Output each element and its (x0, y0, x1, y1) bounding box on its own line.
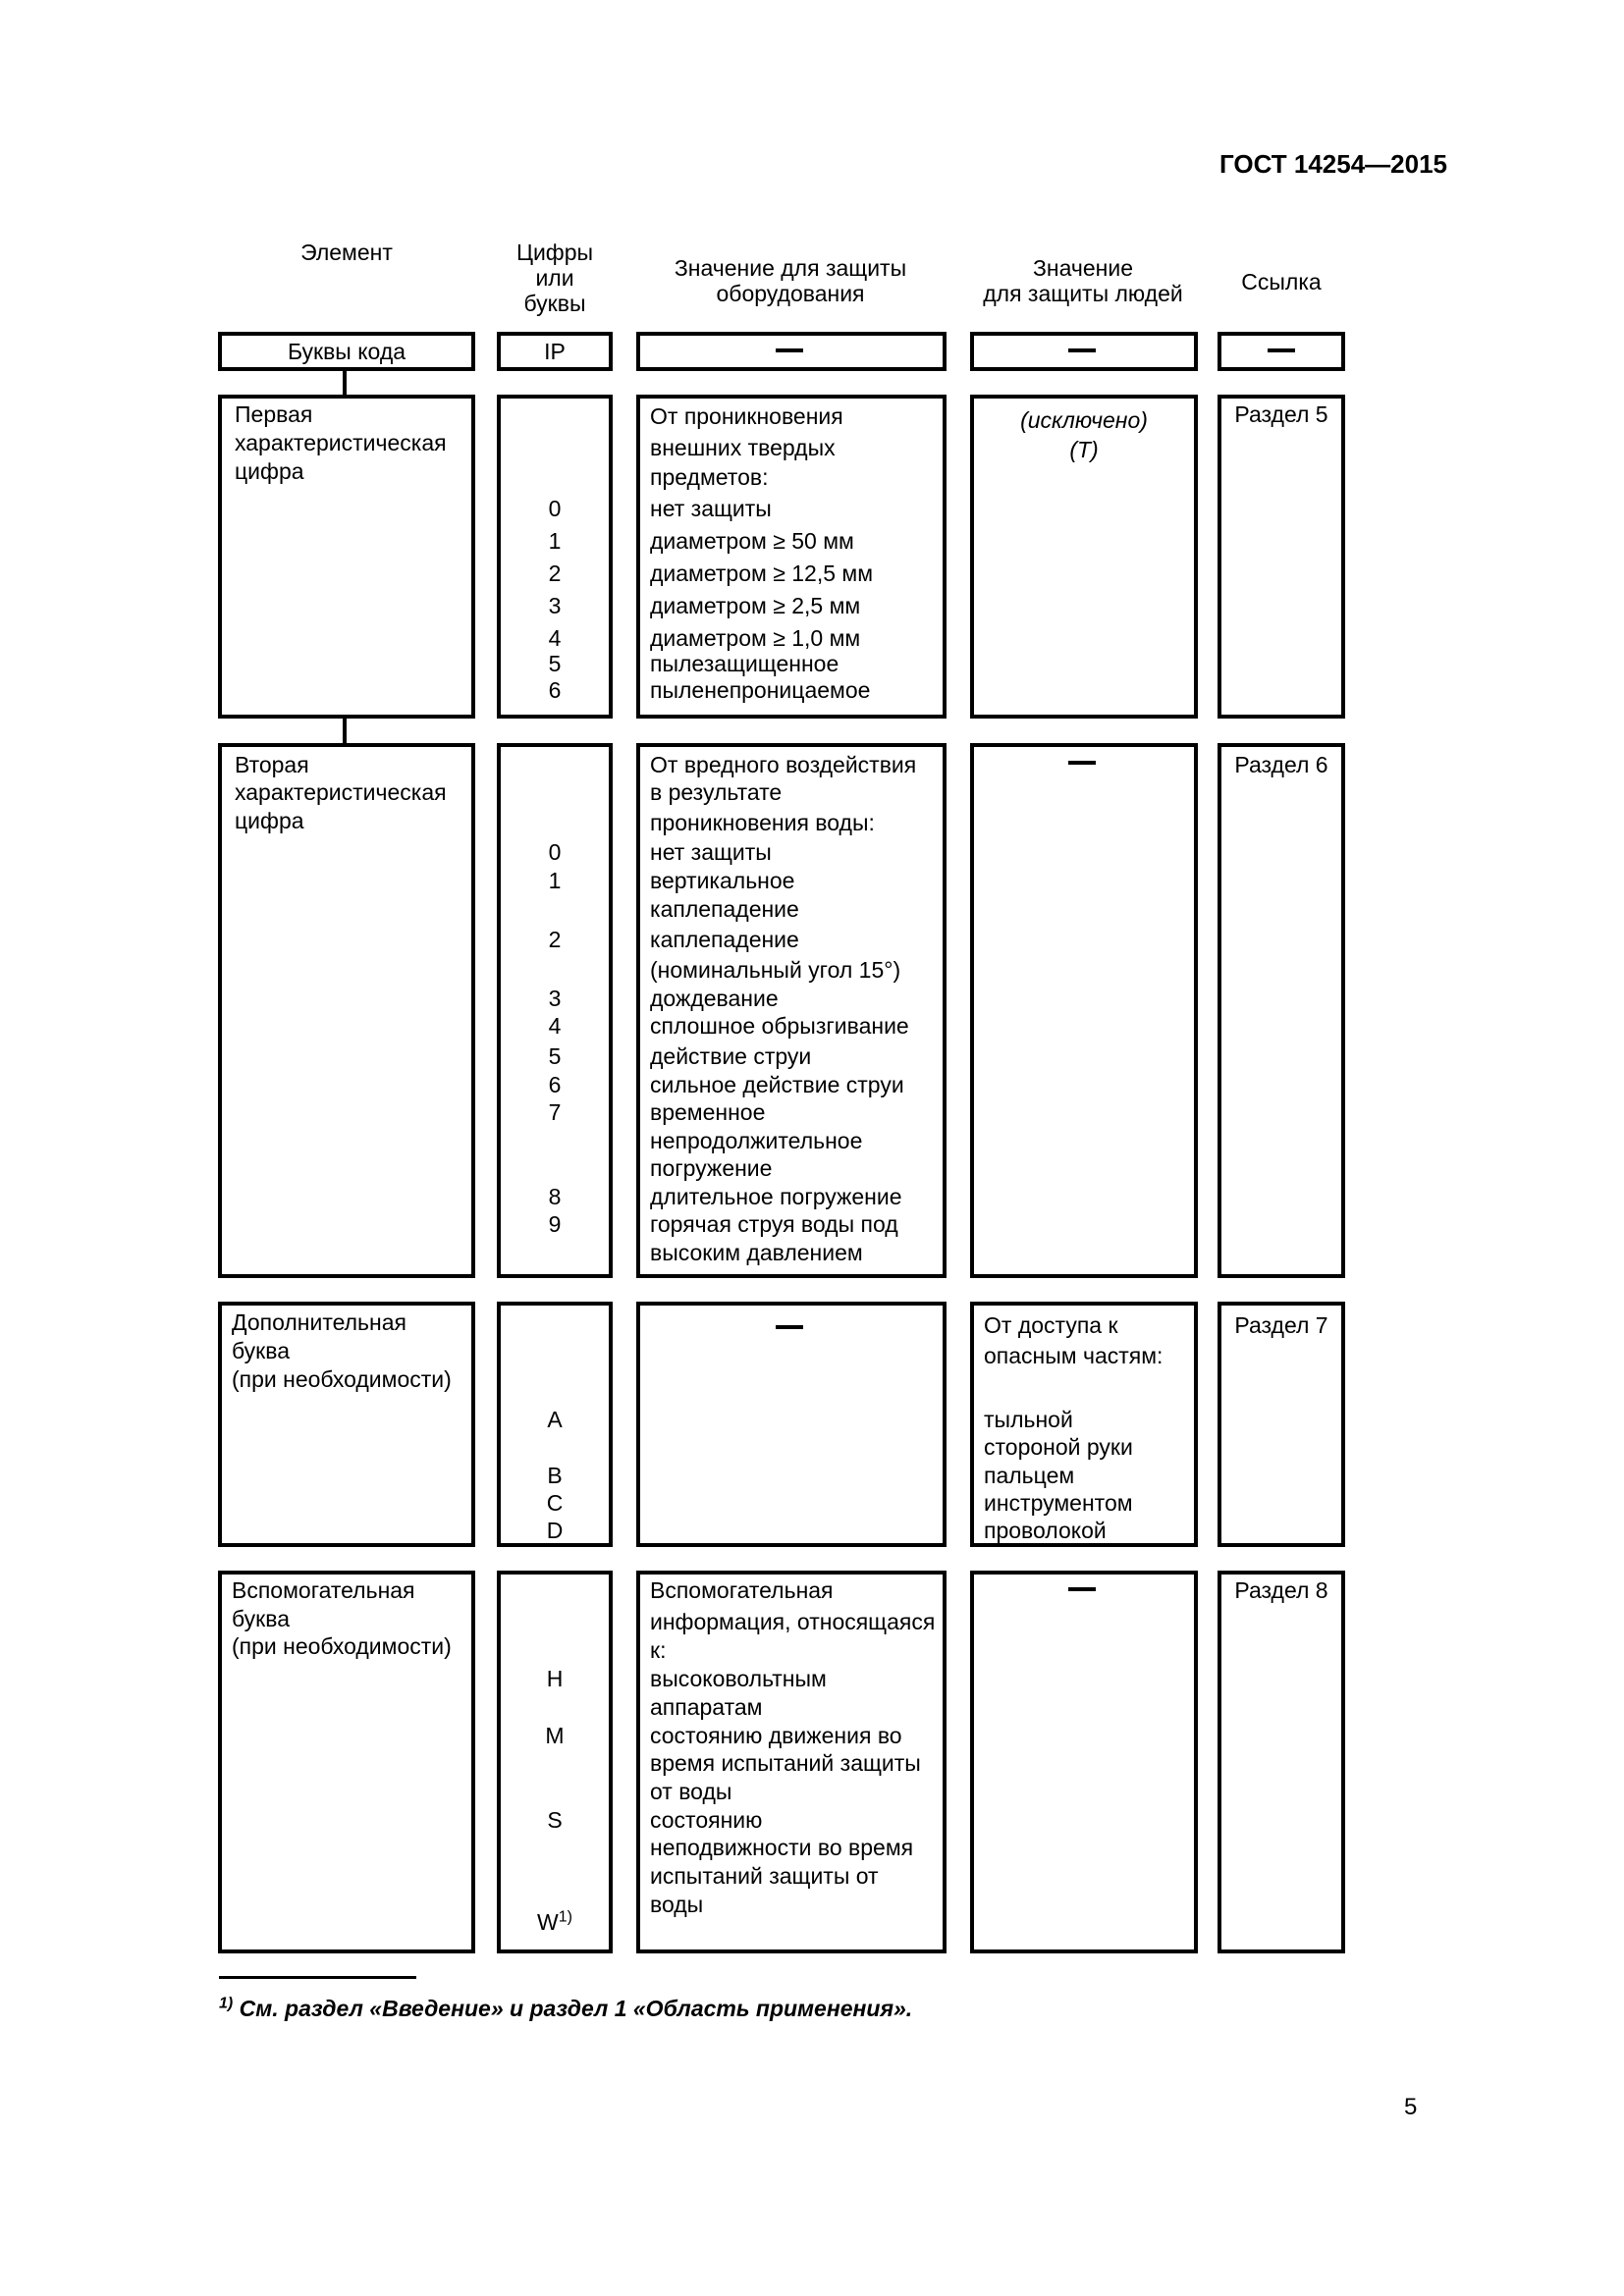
footnote-separator (219, 1976, 416, 1979)
dash-mark (776, 348, 803, 352)
page-number: 5 (1404, 2094, 1418, 2120)
footnote (219, 1994, 912, 2023)
connector-line (343, 371, 347, 396)
code-element-label: Буквы кода (287, 339, 406, 364)
code-value: 0 (548, 839, 562, 865)
supplementary-letter-equipment-box (636, 1571, 947, 1953)
element-line: Первая (235, 401, 313, 427)
supplementary-letter-people-box (970, 1571, 1198, 1953)
connector-line (343, 718, 347, 744)
equipment-line: Вспомогательная (650, 1577, 834, 1603)
header-equipment-line: оборудования (716, 281, 865, 306)
dash-mark (776, 1325, 803, 1329)
equipment-line: аппаратам (650, 1694, 763, 1720)
second-digit-element-box (218, 743, 475, 1278)
code-element-box (218, 332, 475, 371)
supplementary-letter-reference-box (1218, 1571, 1345, 1953)
equipment-line: диаметром ≥ 50 мм (650, 528, 854, 554)
footnote-marker: 1) (558, 1908, 572, 1926)
equipment-line: каплепадение (650, 927, 799, 952)
first-digit-reference-box (1218, 395, 1345, 719)
equipment-line: каплепадение (650, 896, 799, 922)
element-line: (при необходимости) (232, 1633, 452, 1659)
code-value: D (546, 1518, 564, 1543)
footnote-text: См. раздел «Введение» и раздел 1 «Область применения». (239, 1996, 913, 2021)
header-digits-line: или (535, 265, 574, 291)
code-value: IP (544, 339, 566, 364)
code-equipment-box (636, 332, 947, 371)
element-line: (при необходимости) (232, 1366, 452, 1392)
document-id: ГОСТ 14254—2015 (1219, 149, 1447, 179)
equipment-line: От проникновения (650, 403, 843, 429)
code-value: 6 (548, 1072, 562, 1097)
equipment-line: испытаний защиты от (650, 1863, 879, 1889)
equipment-line: состоянию движения во (650, 1723, 902, 1748)
equipment-line: нет защиты (650, 496, 772, 521)
people-line: опасным частям: (984, 1343, 1164, 1368)
equipment-line: информация, относящаяся (650, 1609, 936, 1634)
element-line: буква (232, 1338, 290, 1363)
dash-mark (1068, 348, 1096, 352)
first-digit-equipment-box (636, 395, 947, 719)
code-people-box (970, 332, 1198, 371)
equipment-line: горячая струя воды под (650, 1211, 898, 1237)
people-line: (исключено) (1020, 407, 1148, 433)
additional-letter-element-box (218, 1302, 475, 1547)
equipment-line: предметов: (650, 464, 769, 490)
code-value: 4 (548, 1013, 562, 1039)
equipment-line: от воды (650, 1779, 732, 1804)
element-line: цифра (235, 808, 304, 833)
header-equipment (634, 255, 947, 306)
element-line: характеристическая (235, 779, 447, 805)
equipment-line: сильное действие струи (650, 1072, 904, 1097)
header-people (967, 255, 1199, 306)
code-value: 2 (548, 561, 562, 586)
element-line: Вторая (235, 752, 309, 777)
equipment-line: длительное погружение (650, 1184, 902, 1209)
code-value: 1 (548, 528, 562, 554)
equipment-line: пыленепроницаемое (650, 677, 871, 703)
element-line: цифра (235, 458, 304, 484)
code-reference-box (1218, 332, 1345, 371)
second-digit-codes-box (497, 743, 613, 1278)
supplementary-letter-codes-box (497, 1571, 613, 1953)
equipment-line: внешних твердых (650, 435, 836, 460)
code-value: B (547, 1463, 563, 1488)
code-value: 0 (548, 496, 562, 521)
first-digit-people-box (970, 395, 1198, 719)
header-digits-line: буквы (523, 291, 586, 316)
equipment-line: проникновения воды: (650, 810, 875, 835)
code-value: M (545, 1723, 565, 1748)
additional-letter-reference-box (1218, 1302, 1345, 1547)
equipment-line: время испытаний защиты (650, 1750, 921, 1776)
code-value: 6 (548, 677, 562, 703)
equipment-line: нет защиты (650, 839, 772, 865)
first-digit-codes-box (497, 395, 613, 719)
equipment-line: вертикальное (650, 868, 795, 893)
equipment-line: диаметром ≥ 1,0 мм (650, 625, 861, 651)
header-equipment-line: Значение для защиты (674, 255, 907, 281)
second-digit-equipment-box (636, 743, 947, 1278)
equipment-line: погружение (650, 1155, 773, 1181)
header-element: Элемент (300, 240, 393, 265)
header-digits-line: Цифры (515, 240, 594, 265)
equipment-line: пылезащищенное (650, 651, 839, 676)
code-value: 9 (548, 1211, 562, 1237)
code-value: 2 (548, 927, 562, 952)
header-reference: Ссылка (1241, 269, 1322, 294)
equipment-line: действие струи (650, 1043, 812, 1069)
code-value: H (546, 1666, 564, 1691)
equipment-line: диаметром ≥ 12,5 мм (650, 561, 874, 586)
code-value: 4 (548, 625, 562, 651)
people-line: инструментом (984, 1490, 1133, 1516)
code-value: 7 (548, 1099, 562, 1125)
header-people-line: Значение (1033, 255, 1133, 281)
equipment-line: временное (650, 1099, 766, 1125)
people-line: тыльной (984, 1407, 1073, 1432)
equipment-line: состоянию (650, 1807, 763, 1833)
code-value-w-letter: W (537, 1909, 559, 1935)
reference-label: Раздел 6 (1234, 752, 1328, 777)
reference-label: Раздел 5 (1234, 401, 1328, 427)
code-value: 5 (548, 651, 562, 676)
people-line: пальцем (984, 1463, 1075, 1488)
equipment-line: воды (650, 1892, 704, 1917)
equipment-line: высоковольтным (650, 1666, 827, 1691)
equipment-line: (номинальный угол 15°) (650, 957, 901, 983)
dash-mark (1068, 1587, 1096, 1591)
equipment-line: непродолжительное (650, 1128, 863, 1153)
first-digit-element-box (218, 395, 475, 719)
dash-mark (1268, 348, 1295, 352)
code-value-w (501, 1908, 609, 1937)
element-line: характеристическая (235, 430, 447, 455)
equipment-line: диаметром ≥ 2,5 мм (650, 593, 861, 618)
code-value: 5 (548, 1043, 562, 1069)
additional-letter-people-box (970, 1302, 1198, 1547)
second-digit-people-box (970, 743, 1198, 1278)
code-value: 8 (548, 1184, 562, 1209)
people-line: проволокой (984, 1518, 1107, 1543)
equipment-line: высоким давлением (650, 1240, 863, 1265)
reference-label: Раздел 7 (1234, 1312, 1328, 1338)
code-value-box (497, 332, 613, 371)
people-line: стороной руки (984, 1434, 1133, 1460)
code-value: C (546, 1490, 564, 1516)
second-digit-reference-box (1218, 743, 1345, 1278)
code-value: S (547, 1807, 563, 1833)
people-line: (T) (1069, 437, 1099, 462)
element-line: Дополнительная (232, 1309, 406, 1335)
equipment-line: дождевание (650, 986, 779, 1011)
code-value: A (547, 1407, 563, 1432)
footnote-marker: 1) (219, 1995, 234, 2012)
code-value: 1 (548, 868, 562, 893)
equipment-line: в результате (650, 779, 783, 805)
additional-letter-equipment-box (636, 1302, 947, 1547)
equipment-line: неподвижности во время (650, 1835, 914, 1860)
additional-letter-codes-box (497, 1302, 613, 1547)
header-people-line: для защиты людей (983, 281, 1183, 306)
people-line: От доступа к (984, 1312, 1118, 1338)
supplementary-letter-element-box (218, 1571, 475, 1953)
header-digits (494, 240, 616, 316)
equipment-line: сплошное обрызгивание (650, 1013, 909, 1039)
reference-label: Раздел 8 (1234, 1577, 1328, 1603)
equipment-line: к: (650, 1637, 667, 1663)
equipment-line: От вредного воздействия (650, 752, 917, 777)
element-line: буква (232, 1606, 290, 1631)
element-line: Вспомогательная (232, 1577, 415, 1603)
dash-mark (1068, 761, 1096, 765)
code-value: 3 (548, 986, 562, 1011)
code-value: 3 (548, 593, 562, 618)
